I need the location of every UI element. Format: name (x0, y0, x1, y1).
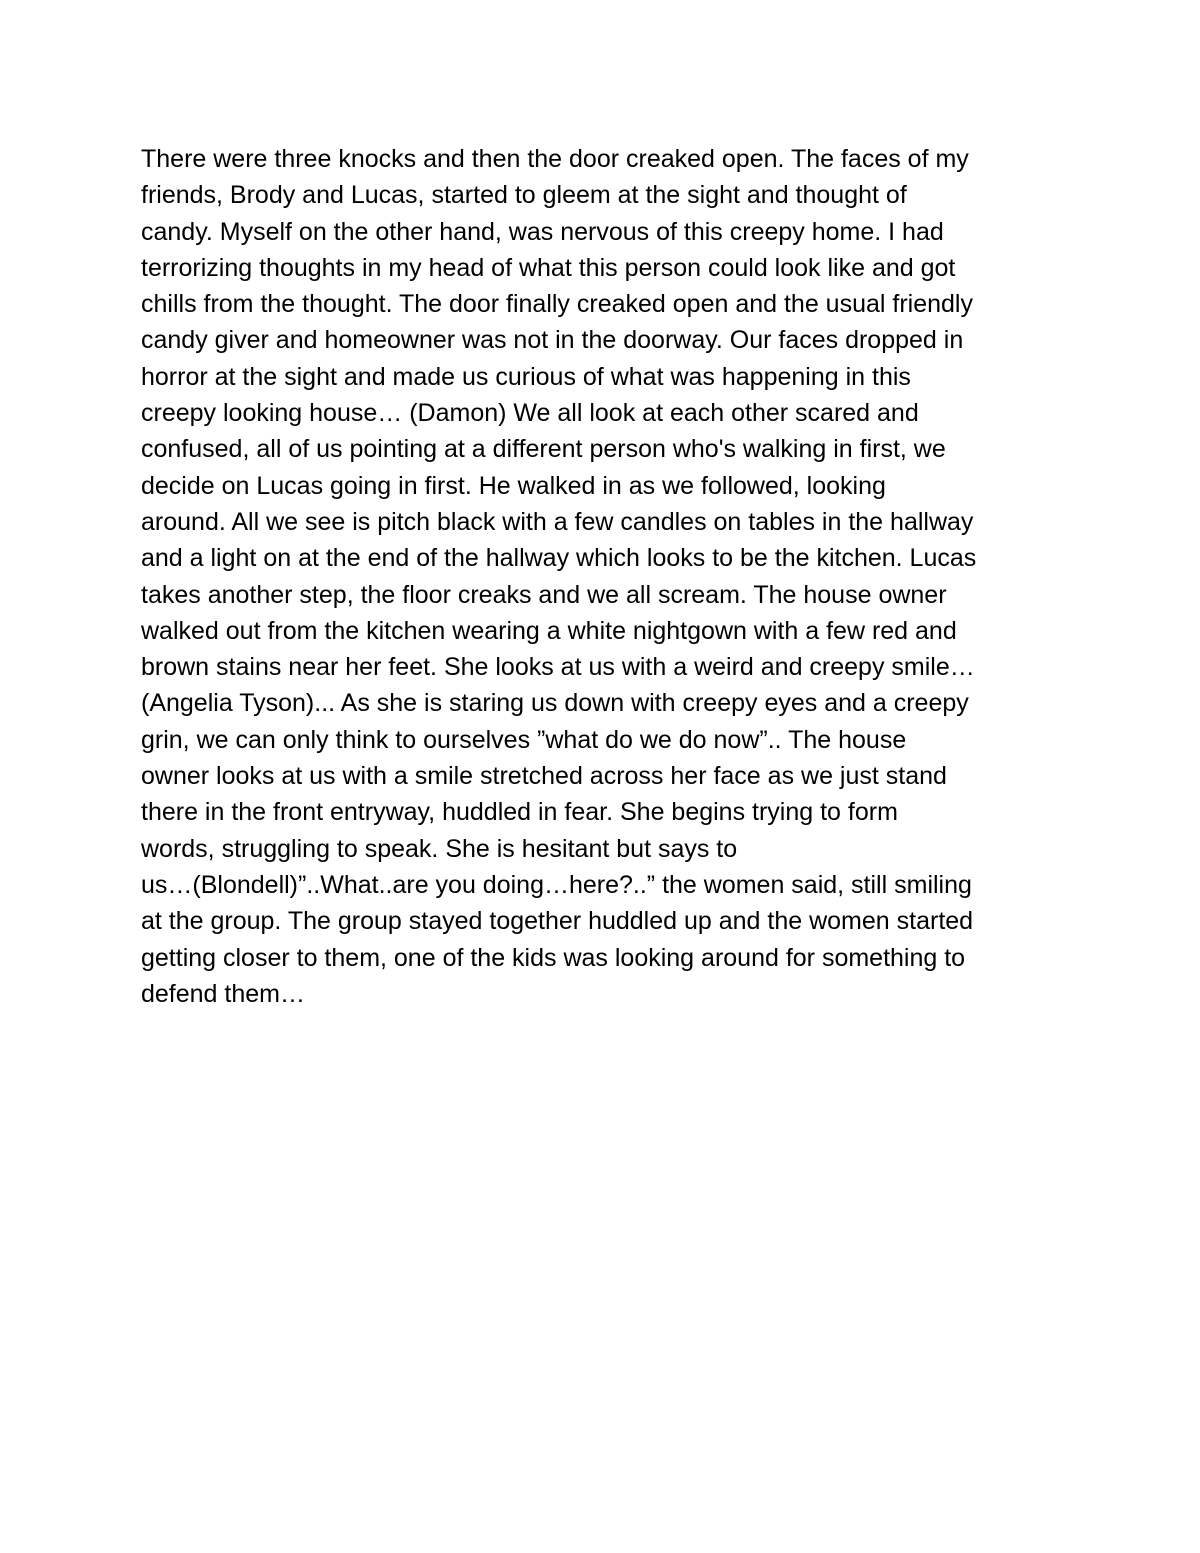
text-line: owner looks at us with a smile stretched across her face as we just stand (141, 762, 947, 791)
text-line: brown stains near her feet. She looks at us with a weird and creepy smile… (141, 653, 975, 682)
text-line: terrorizing thoughts in my head of what this person could look like and got (141, 253, 956, 282)
text-line: takes another step, the floor creaks and we all scream. The house owner (141, 580, 947, 609)
text-line: There were three knocks and then the door creaked open. The faces of my (141, 145, 969, 173)
text-line: horror at the sight and made us curious of what was happening in this (141, 362, 911, 391)
text-line: creepy looking house… (Damon) We all look at each other scared and (141, 399, 919, 428)
text-line: around. All we see is pitch black with a few candles on tables in the hallway (141, 507, 974, 536)
text-line: defend them… (141, 979, 305, 1008)
text-line: (Angelia Tyson)... As she is staring us down with creepy eyes and a creepy (141, 689, 969, 718)
text-line: walked out from the kitchen wearing a white nightgown with a few red and (141, 616, 957, 645)
text-line: there in the front entryway, huddled in fear. She begins trying to form (141, 798, 898, 827)
text-line: us…(Blondell)”..What..are you doing…here?..” the women said, still smiling (141, 870, 972, 899)
text-line: at the group. The group stayed together huddled up and the women started (141, 907, 974, 936)
story-paragraph (141, 141, 1071, 1012)
text-line: friends, Brody and Lucas, started to gleem at the sight and thought of (141, 181, 907, 210)
text-line: decide on Lucas going in first. He walked in as we followed, looking (141, 471, 886, 500)
text-line: getting closer to them, one of the kids was looking around for something to (141, 943, 966, 972)
text-line: confused, all of us pointing at a different person who's walking in first, we (141, 435, 946, 464)
text-line: grin, we can only think to ourselves ”what do we do now”.. The house (141, 725, 907, 754)
text-line: candy giver and homeowner was not in the doorway. Our faces dropped in (141, 326, 964, 355)
text-line: candy. Myself on the other hand, was nervous of this creepy home. I had (141, 217, 944, 246)
text-line: and a light on at the end of the hallway which looks to be the kitchen. Lucas (141, 544, 977, 573)
text-line: chills from the thought. The door finally creaked open and the usual friendly (141, 290, 973, 319)
text-line: words, struggling to speak. She is hesitant but says to (141, 834, 738, 863)
